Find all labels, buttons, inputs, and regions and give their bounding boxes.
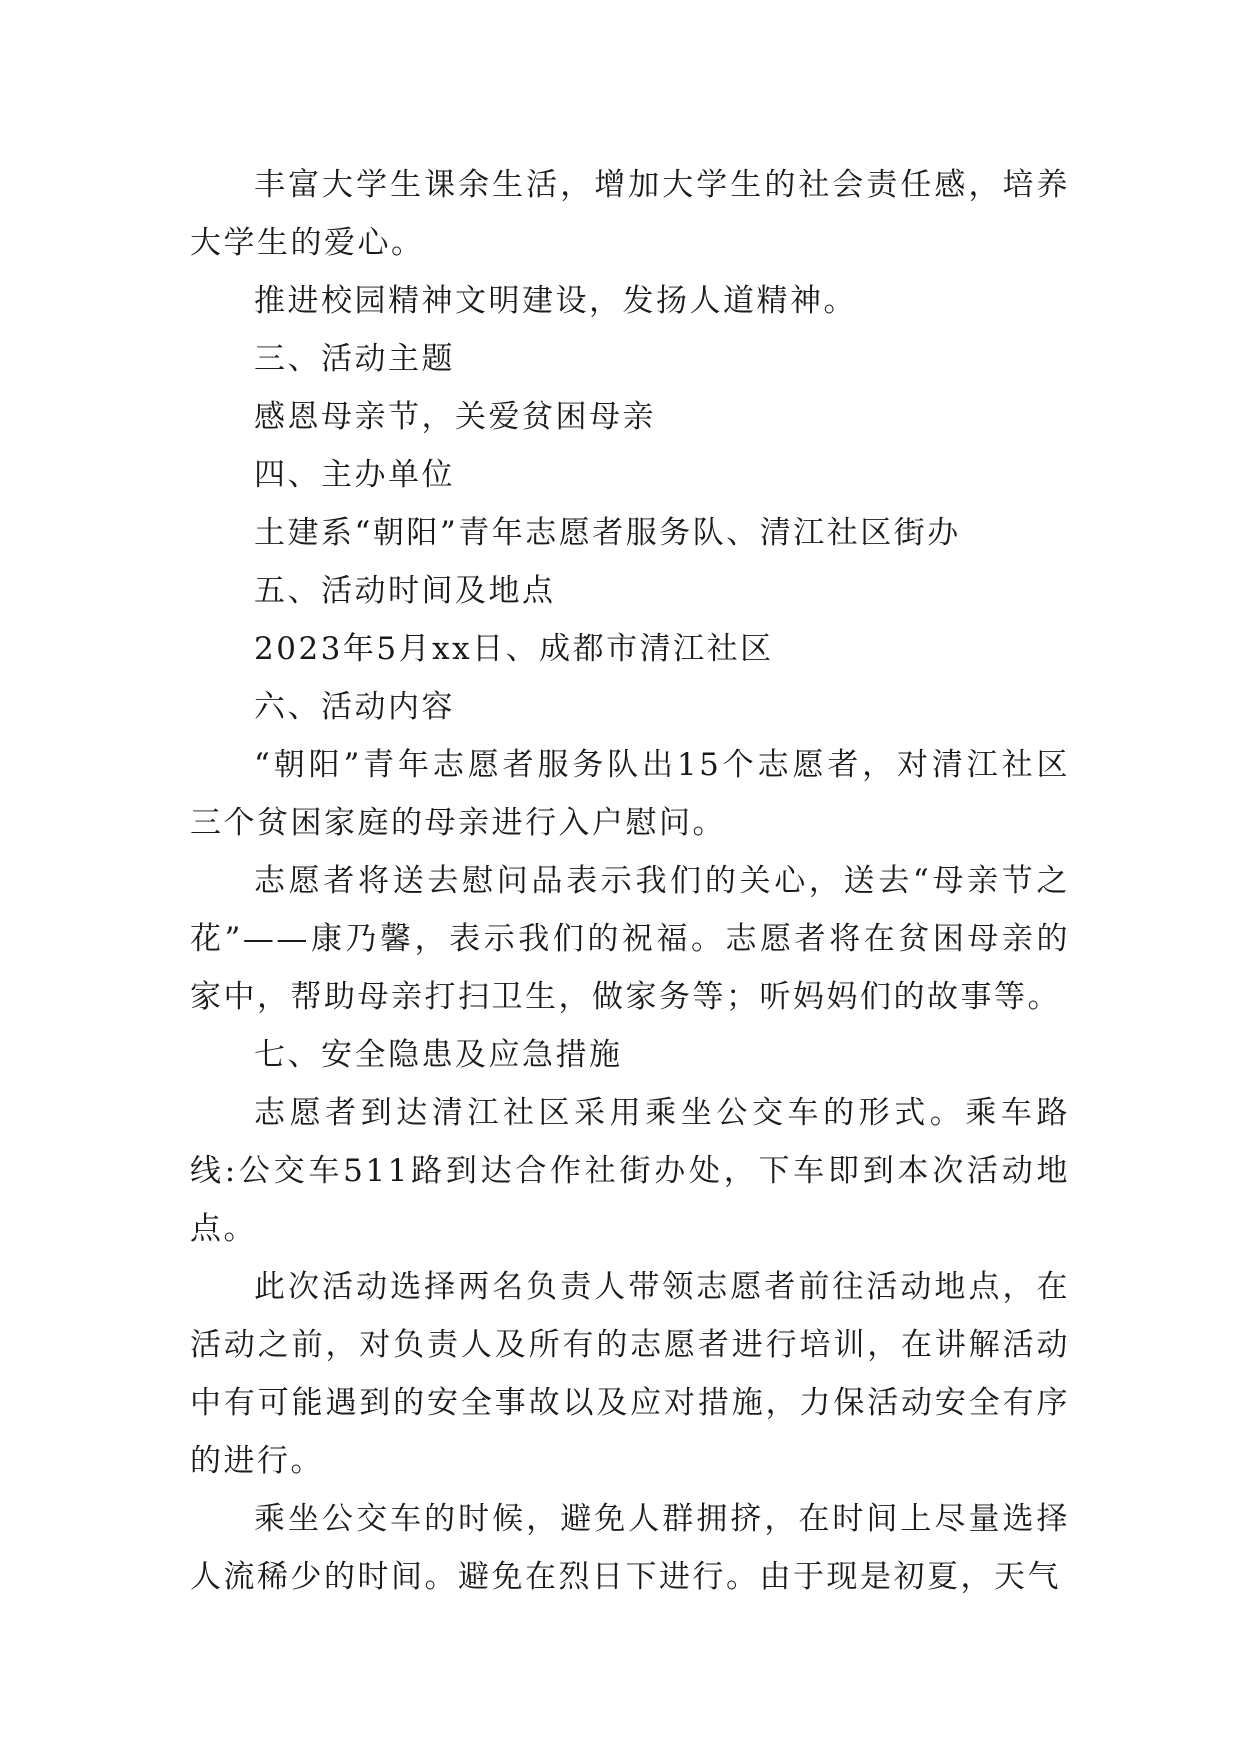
paragraph-purpose-2: 推进校园精神文明建设，发扬人道精神。 xyxy=(254,283,857,319)
paragraph-theme: 感恩母亲节，关爱贫困母亲 xyxy=(254,399,656,435)
paragraph-content-1: “朝阳”青年志愿者服务队出15个志愿者，对清江社区三个贫困家庭的母亲进行入户慰问。 xyxy=(190,747,1070,841)
paragraph-purpose-1: 丰富大学生课余生活，增加大学生的社会责任感，培养大学生的爱心。 xyxy=(190,167,1070,261)
paragraph-safety-3: 乘坐公交车的时候，避免人群拥挤，在时间上尽量选择人流稀少的时间。避免在烈日下进行。由于现是初夏，天气 xyxy=(190,1501,1070,1595)
paragraph-organizer: 土建系“朝阳”青年志愿者服务队、清江社区街办 xyxy=(254,515,961,551)
paragraph-content-2: 志愿者将送去慰问品表示我们的关心，送去“母亲节之花”——康乃馨，表示我们的祝福。志愿者将在贫困母亲的家中，帮助母亲打扫卫生，做家务等；听妈妈们的故事等。 xyxy=(190,863,1070,1015)
section-heading-organizer: 四、主办单位 xyxy=(254,457,455,493)
paragraph-safety-1: 志愿者到达清江社区采用乘坐公交车的形式。乘车路线:公交车511路到达合作社街办处，下车即到本次活动地点。 xyxy=(190,1095,1070,1247)
section-heading-content: 六、活动内容 xyxy=(254,689,455,725)
section-heading-theme: 三、活动主题 xyxy=(254,341,455,377)
paragraph-time-place: 2023年5月xx日、成都市清江社区 xyxy=(254,631,774,667)
document-body xyxy=(190,156,1070,1606)
section-heading-safety: 七、安全隐患及应急措施 xyxy=(254,1037,623,1073)
paragraph-safety-2: 此次活动选择两名负责人带领志愿者前往活动地点，在活动之前，对负责人及所有的志愿者进行培训，在讲解活动中有可能遇到的安全事故以及应对措施，力保活动安全有序的进行。 xyxy=(190,1269,1070,1479)
section-heading-time-place: 五、活动时间及地点 xyxy=(254,573,556,609)
